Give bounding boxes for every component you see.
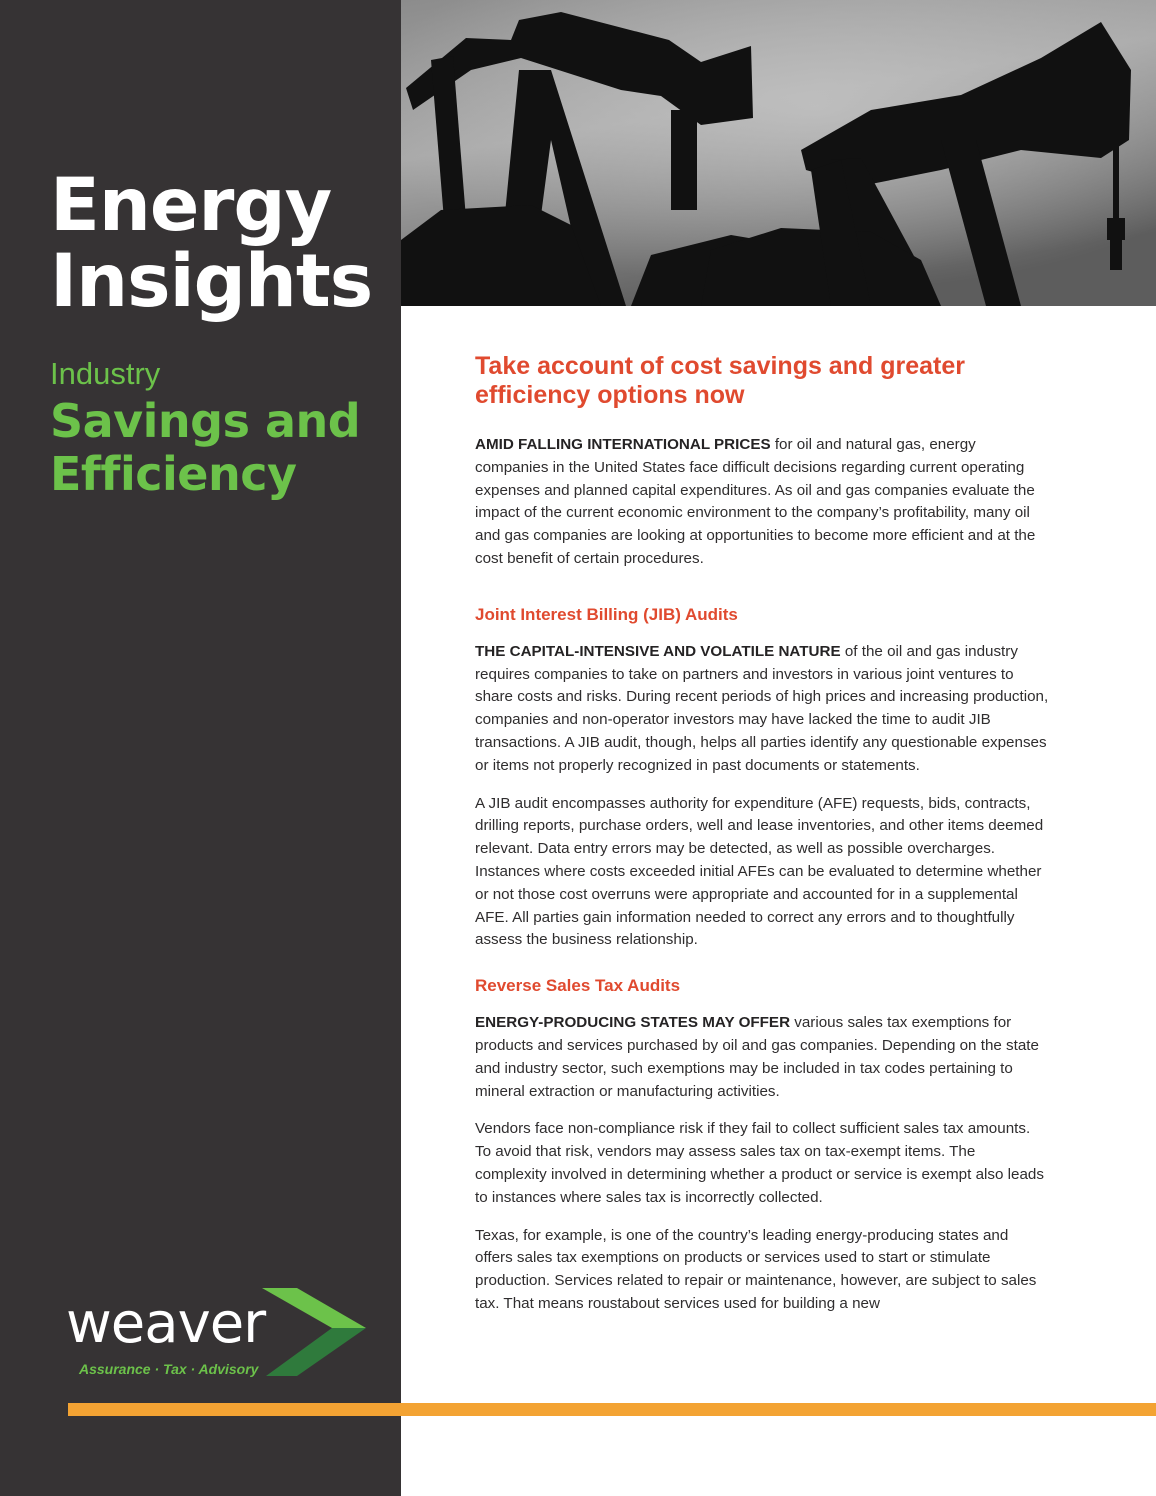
title-line-2: Insights bbox=[50, 239, 373, 324]
issue-subtitle bbox=[50, 395, 360, 501]
sales-tax-text: various sales tax exemptions for products and services purchased by oil and gas companies. Depending on the state and industry sector, such exemptions may be included in tax codes pertaining to mineral extraction or manufacturing activities. bbox=[475, 1014, 1039, 1100]
intro-paragraph bbox=[475, 434, 1050, 571]
arrow-chevron-icon bbox=[262, 1288, 372, 1378]
weaver-logo bbox=[66, 1288, 376, 1383]
jib-lead: THE CAPITAL-INTENSIVE AND VOLATILE NATURE bbox=[475, 642, 841, 660]
article-headline: Take account of cost savings and greater efficiency options now bbox=[475, 352, 965, 409]
logo-tagline: Assurance · Tax · Advisory bbox=[79, 1361, 259, 1377]
sales-tax-paragraph-3: Texas, for example, is one of the country’s leading energy-producing states and offers sales tax exemptions on products or services used to start or stimulate production. Services related to repair or maintenance, however, are subject to sales tax. That means roustabout services used for building a new bbox=[475, 1226, 1037, 1312]
jib-paragraph-2: A JIB audit encompasses authority for expenditure (AFE) requests, bids, contracts, drilling reports, purchase orders, well and lease inventories, and other items deemed relevant. Data entry errors may be detected, as well as possible overcharges. Instances where costs exceeded initial AFEs can be evaluated to determine whether or not those cost overruns were appropriate and accounted for in a supplemental AFE. All parties gain information needed to correct any errors and to thoughtfully assess the business relationship. bbox=[475, 794, 1044, 949]
jib-paragraph-1 bbox=[475, 641, 1050, 778]
logo-wordmark: weaver bbox=[66, 1291, 266, 1356]
sales-tax-paragraph-2: Vendors face non-compliance risk if they fail to collect sufficient sales tax amounts. To avoid that risk, vendors may assess sales tax on tax-exempt items. The complexity involved in determining whether a product or service is exempt also leads to instances where sales tax is incorrectly collected. bbox=[475, 1120, 1044, 1206]
sales-tax-paragraph-1 bbox=[475, 1012, 1050, 1103]
oil-pumpjack-silhouette-image bbox=[401, 0, 1156, 306]
subtitle-line-2: Efficiency bbox=[50, 447, 297, 501]
section-heading-jib: Joint Interest Billing (JIB) Audits bbox=[475, 604, 738, 624]
publication-title bbox=[50, 163, 373, 324]
footer-accent-bar bbox=[68, 1403, 1156, 1416]
hero-pumpjack-image bbox=[401, 0, 1156, 306]
subtitle-line-1: Savings and bbox=[50, 394, 361, 448]
title-line-1: Energy bbox=[50, 163, 332, 248]
intro-lead: AMID FALLING INTERNATIONAL PRICES bbox=[475, 436, 771, 453]
intro-text: for oil and natural gas, energy companies in the United States face difficult decisions regarding current operating expenses and planned capital expenditures. As oil and gas companies evaluate the impact of the current economic environment to the company’s profitability, many oil and gas companies are looking at opportunities to become more efficient and at the cost benefit of certain procedures. bbox=[475, 436, 1036, 567]
sales-tax-lead: ENERGY-PRODUCING STATES MAY OFFER bbox=[475, 1014, 791, 1032]
jib-text: of the oil and gas industry requires companies to take on partners and investors in various joint ventures to share costs and risks. During recent periods of high prices and increasing production, companies and non-operator investors may have lacked the time to audit JIB transactions. A JIB audit, though, helps all parties identify any questionable expenses or items not properly recognized in past documents or statements. bbox=[475, 642, 1049, 774]
sidebar-panel bbox=[0, 0, 401, 1496]
section-heading-sales-tax: Reverse Sales Tax Audits bbox=[475, 976, 681, 996]
article-body bbox=[475, 352, 1050, 1331]
category-kicker: Industry bbox=[50, 356, 161, 391]
